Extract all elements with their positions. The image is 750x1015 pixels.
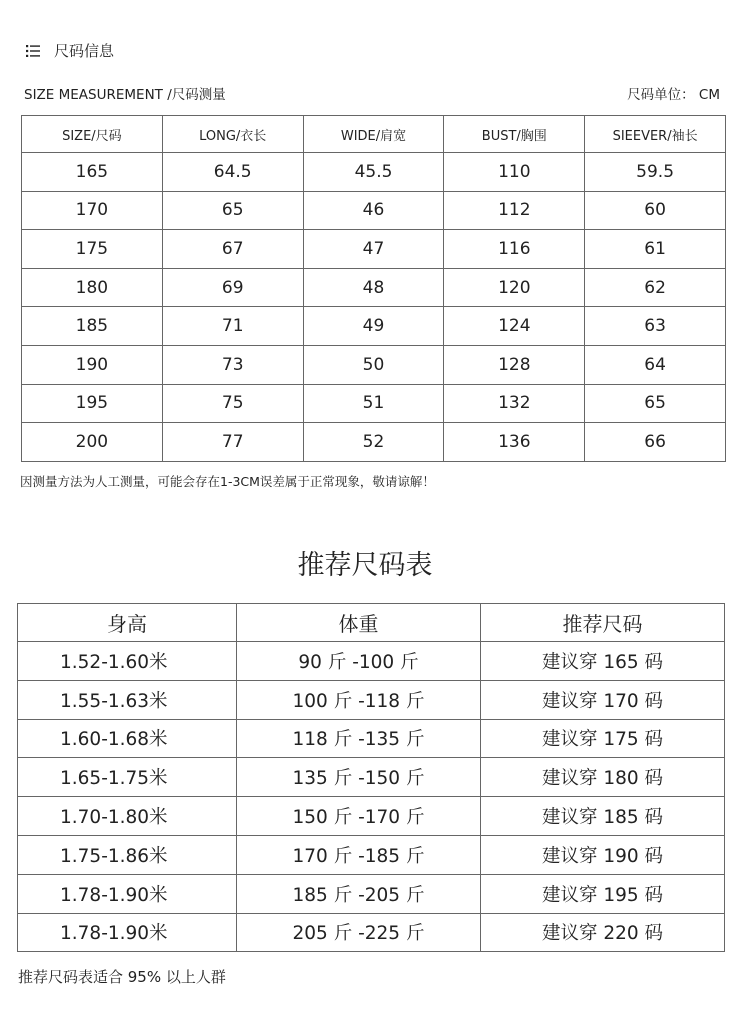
size-table-row (22, 191, 726, 230)
weight-cell: 150 斤 -170 斤 (237, 797, 481, 836)
size-cell: 180 (22, 268, 163, 307)
height-col-header: 身高 (18, 604, 237, 642)
wide-cell: 52 (303, 423, 444, 462)
size-col-header: SIZE/尺码 (22, 116, 163, 153)
recommend-table-row (18, 758, 725, 797)
bust-cell: 110 (444, 153, 585, 192)
size-table-header-row (22, 116, 726, 153)
wide-cell: 50 (303, 345, 444, 384)
wide-cell: 47 (303, 230, 444, 269)
weight-col-header: 体重 (237, 604, 481, 642)
recommend-table-row (18, 913, 725, 952)
size-table (21, 115, 726, 462)
measurement-note: 因测量方法为人工测量，可能会存在1-3CM误差属于正常现象，敬请谅解！ (20, 474, 435, 489)
height-cell: 1.65-1.75米 (18, 758, 237, 797)
long-cell: 67 (162, 230, 303, 269)
sleeve-cell: 66 (585, 423, 726, 462)
sleeve-cell: 62 (585, 268, 726, 307)
recommend-table (17, 603, 725, 952)
bust-cell: 136 (444, 423, 585, 462)
list-icon (26, 45, 40, 57)
wide-cell: 46 (303, 191, 444, 230)
sleeve-cell: 59.5 (585, 153, 726, 192)
recommend-table-row (18, 719, 725, 758)
size-table-row (22, 268, 726, 307)
footer-note: 推荐尺码表适合 95% 以上人群 (18, 968, 226, 986)
size-cell: 200 (22, 423, 163, 462)
size-cell: 175 (22, 230, 163, 269)
weight-cell: 100 斤 -118 斤 (237, 680, 481, 719)
size-table-row (22, 423, 726, 462)
height-cell: 1.60-1.68米 (18, 719, 237, 758)
height-cell: 1.78-1.90米 (18, 874, 237, 913)
recommended-size-cell: 建议穿 180 码 (481, 758, 725, 797)
sleeve-cell: 64 (585, 345, 726, 384)
bust-cell: 112 (444, 191, 585, 230)
sleeve-cell: 61 (585, 230, 726, 269)
recommend-table-row (18, 874, 725, 913)
recommend-table-row (18, 642, 725, 681)
recommend-title: 推荐尺码表 (297, 550, 433, 581)
long-cell: 73 (162, 345, 303, 384)
long-cell: 69 (162, 268, 303, 307)
size-table-body (22, 153, 726, 462)
measurement-label: SIZE MEASUREMENT /尺码测量 (24, 87, 226, 103)
recommend-table-row (18, 835, 725, 874)
wide-cell: 48 (303, 268, 444, 307)
height-cell: 1.75-1.86米 (18, 835, 237, 874)
recommended-size-cell: 建议穿 185 码 (481, 797, 725, 836)
long-cell: 77 (162, 423, 303, 462)
size-cell: 195 (22, 384, 163, 423)
wide-cell: 49 (303, 307, 444, 346)
recommend-table-row (18, 797, 725, 836)
sleeve-cell: 60 (585, 191, 726, 230)
size-table-row (22, 230, 726, 269)
long-cell: 75 (162, 384, 303, 423)
recommended-size-cell: 建议穿 170 码 (481, 680, 725, 719)
size-cell: 185 (22, 307, 163, 346)
long-cell: 65 (162, 191, 303, 230)
size-table-row (22, 307, 726, 346)
recommend-table-body (18, 642, 725, 952)
weight-cell: 90 斤 -100 斤 (237, 642, 481, 681)
sleeve-cell: 63 (585, 307, 726, 346)
recommend-table-header-row (18, 604, 725, 642)
recommended-size-cell: 建议穿 175 码 (481, 719, 725, 758)
bust-cell: 116 (444, 230, 585, 269)
weight-cell: 135 斤 -150 斤 (237, 758, 481, 797)
size-cell: 190 (22, 345, 163, 384)
height-cell: 1.55-1.63米 (18, 680, 237, 719)
weight-cell: 170 斤 -185 斤 (237, 835, 481, 874)
bust-cell: 128 (444, 345, 585, 384)
recommend-table-row (18, 680, 725, 719)
recommended-size-cell: 建议穿 195 码 (481, 874, 725, 913)
weight-cell: 185 斤 -205 斤 (237, 874, 481, 913)
height-cell: 1.70-1.80米 (18, 797, 237, 836)
size-table-row (22, 153, 726, 192)
wide-cell: 51 (303, 384, 444, 423)
weight-cell: 118 斤 -135 斤 (237, 719, 481, 758)
long-cell: 71 (162, 307, 303, 346)
recommended-size-cell: 建议穿 165 码 (481, 642, 725, 681)
weight-cell: 205 斤 -225 斤 (237, 913, 481, 952)
bust-cell: 132 (444, 384, 585, 423)
height-cell: 1.78-1.90米 (18, 913, 237, 952)
wide-col-header: WIDE/肩宽 (303, 116, 444, 153)
size-table-row (22, 345, 726, 384)
recommended-size-cell: 建议穿 190 码 (481, 835, 725, 874)
long-cell: 64.5 (162, 153, 303, 192)
recommended-size-cell: 建议穿 220 码 (481, 913, 725, 952)
long-col-header: LONG/衣长 (162, 116, 303, 153)
section-title: 尺码信息 (54, 42, 115, 60)
size-table-row (22, 384, 726, 423)
bust-cell: 124 (444, 307, 585, 346)
size-cell: 165 (22, 153, 163, 192)
sleeve-cell: 65 (585, 384, 726, 423)
section-header (26, 40, 114, 61)
bust-cell: 120 (444, 268, 585, 307)
wide-cell: 45.5 (303, 153, 444, 192)
sleeve-col-header: SIEEVER/袖长 (585, 116, 726, 153)
size-cell: 170 (22, 191, 163, 230)
measurement-row (24, 83, 720, 103)
bust-col-header: BUST/胸围 (444, 116, 585, 153)
size-rec-col-header: 推荐尺码 (481, 604, 725, 642)
measurement-unit: 尺码单位： CM (627, 87, 720, 103)
height-cell: 1.52-1.60米 (18, 642, 237, 681)
